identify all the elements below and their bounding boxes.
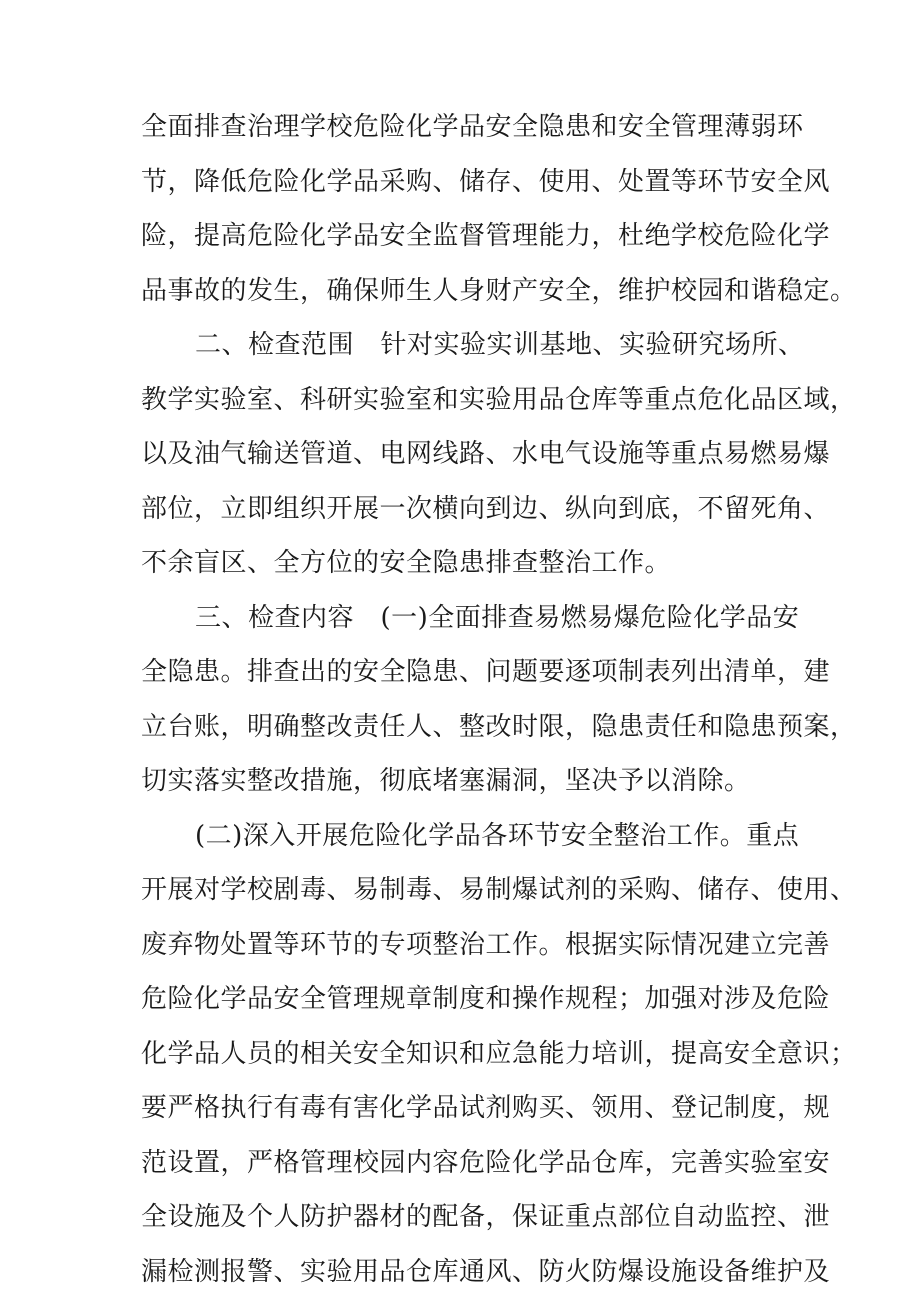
text-line: 全设施及个人防护器材的配备，保证重点部位自动监控、泄 (141, 1202, 831, 1232)
text-line: 教学实验室、科研实验室和实验用品仓库等重点危化品区域， (141, 384, 857, 415)
text-line: 切实落实整改措施，彻底堵塞漏洞，坚决予以消除。 (141, 766, 751, 796)
text-line: 全面排查治理学校危险化学品安全隐患和安全管理薄弱环 (141, 112, 804, 142)
document-body (141, 100, 857, 1299)
text-line: 三、检查内容 (一)全面排查易燃易爆危险化学品安 (195, 602, 800, 633)
text-line: 险，提高危险化学品安全监督管理能力，杜绝学校危险化学 (141, 221, 831, 251)
text-line: 化学品人员的相关安全知识和应急能力培训，提高安全意识； (141, 1038, 857, 1069)
text-line: 范设置，严格管理校园内容危险化学品仓库，完善实验室安 (141, 1147, 831, 1178)
text-line: (二)深入开展危险化学品各环节安全整治工作。重点 (195, 820, 800, 851)
text-line: 废弃物处置等环节的专项整治工作。根据实际情况建立完善 (141, 929, 831, 960)
text-line: 全隐患。排查出的安全隐患、问题要逐项制表列出清单，建 (141, 657, 831, 687)
text-line: 节，降低危险化学品采购、储存、使用、处置等环节安全风 (141, 166, 831, 197)
text-line: 危险化学品安全管理规章制度和操作规程；加强对涉及危险 (141, 984, 831, 1014)
text-line: 以及油气输送管道、电网线路、水电气设施等重点易燃易爆 (141, 439, 831, 469)
text-line: 要严格执行有毒有害化学品试剂购买、领用、登记制度，规 (141, 1093, 831, 1123)
text-line: 不余盲区、全方位的安全隐患排查整治工作。 (141, 548, 672, 578)
text-line: 开展对学校剧毒、易制毒、易制爆试剂的采购、储存、使用、 (141, 875, 857, 905)
text-line: 漏检测报警、实验用品仓库通风、防火防爆设施设备维护及 (141, 1256, 831, 1287)
text-line: 立台账，明确整改责任人、整改时限，隐患责任和隐患预案， (141, 711, 857, 742)
text-line: 二、检查范围 针对实验实训基地、实验研究场所、 (195, 330, 805, 360)
text-line: 部位，立即组织开展一次横向到边、纵向到底，不留死角、 (141, 493, 831, 524)
text-line: 品事故的发生，确保师生人身财产安全，维护校园和谐稳定。 (141, 275, 857, 306)
